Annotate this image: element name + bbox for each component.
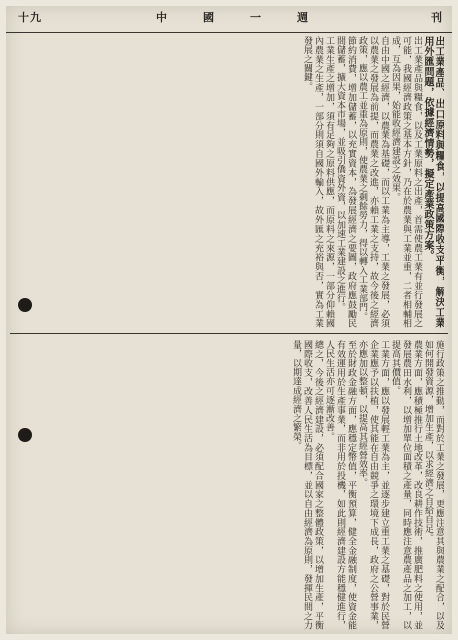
- bottom-paragraph-2: 農業方面，應積極推行土地改革，改良耕作技術，推廣肥料之使用，並發展農田水利，以增加單位面積之產量，同時應注意農產品之加工，以提高其價值。: [390, 340, 422, 630]
- bottom-paragraph-4: 至於財政金融方面，應穩定幣值，平衡預算，健全金融制度，使資金能有效運用於生產事業，而非用於投機，如此則經濟建設方能穩健進行，人民生活亦可逐漸改善。: [324, 340, 356, 630]
- binding-hole-icon: [18, 298, 32, 312]
- newspaper-page: [6, 6, 452, 634]
- publication-title: 中國一週: [156, 11, 344, 24]
- page-header: [6, 6, 452, 33]
- top-article-title: 出工業產品、出口原料與糧食，以提高國際收支平衡，解決工業用外匯問題，依據經濟情勢，擬定產業政策方案。: [422, 36, 444, 328]
- bottom-paragraph-3: 工業方面，應以發展輕工業為主，並逐步建立重工業之基礎，對於民營企業應予以扶植，使其能在自由競爭之環境下成長，政府之公營事業，亦應加以整頓，以提高其經營效率。: [357, 340, 389, 630]
- top-article-text: [14, 36, 444, 328]
- binding-hole-icon: [18, 428, 32, 442]
- section-divider: [10, 333, 448, 334]
- bottom-article-text: [14, 340, 444, 630]
- top-article-panel: [14, 36, 444, 328]
- top-paragraph-2: 自由中國之經濟，以農業為基礎，而以工業為主導，工業之發展，必須以農業之發展為前提，而農業之改進，亦賴工業之支持，故今後之經濟政策，應以農工並重為原則，使農業之剩餘勞力，得以轉入工業部門。: [357, 36, 389, 328]
- top-paragraph-3: 節約消費，增加儲蓄，以充實資本，為發展經濟之要圖，政府應鼓勵民間儲蓄，擴大資本市場，並吸引僑資外資，以加速工業建設之進行。: [335, 36, 356, 328]
- page-number: 十九: [18, 11, 42, 24]
- top-paragraph-1: 出工業產品與糧食，以及工業原料之出產，首需使農工業有並行發展之可能，我國經濟政策之基本方針，乃在於農業與工業並重，二者相輔相成，互為因果，始能收經濟建設之效果。: [390, 36, 422, 328]
- bottom-article-panel: [14, 340, 444, 630]
- bottom-paragraph-1: 施行政策之推動，而對於工業之發展，更應注意其與農業之配合，以及如何開發資源，增加生產，以求經濟之自給自足。: [423, 340, 444, 630]
- issue-label: 刊: [431, 11, 442, 24]
- bottom-paragraph-5: 總之，今後之經濟建設，必須配合國家之整體政策，以增加生產，平衡國際收支，改善人民生活為目標，並以自由經濟為原則，發揮民間之力量，以期達成經濟之繁榮。: [291, 340, 323, 630]
- top-paragraph-4: 工業生產之增加，須有足夠之原料供應，而原料之來源，一部分仰賴國內農業之生產，一部分則須自國外輸入，故外匯之充裕與否，實為工業發展之關鍵。: [302, 36, 334, 328]
